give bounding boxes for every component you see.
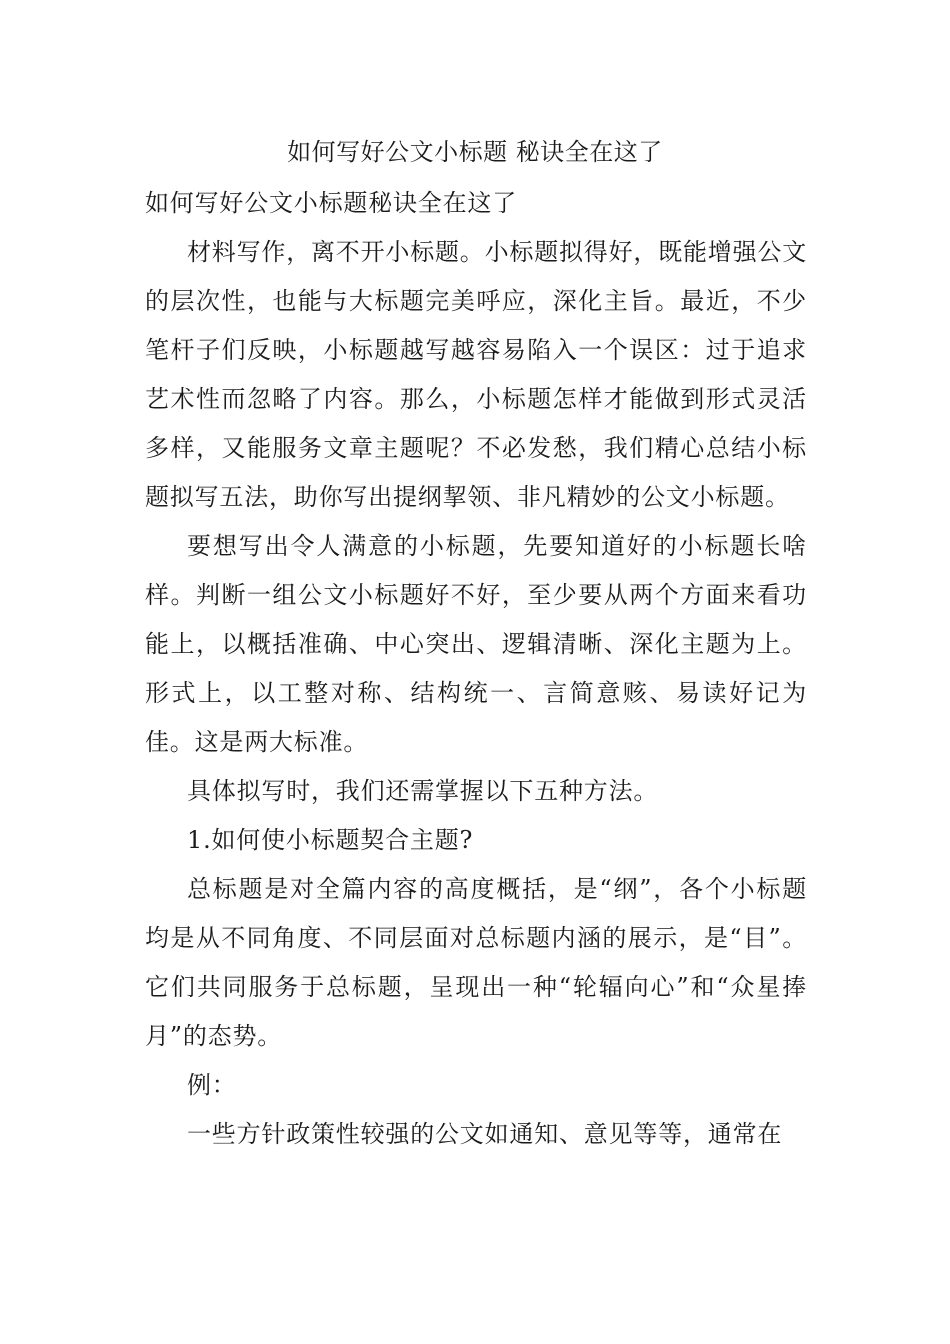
paragraph-standards: 要想写出令人满意的小标题，先要知道好的小标题长啥样。判断一组公文小标题好不好，至少要从两个方面来看功能上，以概括准确、中心突出、逻辑清晰、深化主题为上。形式上，以工整对称、结构统一、言简意赅、易读好记为佳。这是两大标准。 [145,532,807,756]
document-title: 如何写好公文小标题 秘诀全在这了 [287,138,663,166]
document-body [145,179,807,1159]
paragraph-outline: 总标题是对全篇内容的高度概括，是“纲”，各个小标题均是从不同角度、不同层面对总标题内涵的展示，是“目”。它们共同服务于总标题，呈现出一种“轮辐向心”和“众星捧月”的态势。 [145,875,807,1050]
paragraph-heading-1: 1.如何使小标题契合主题? [187,826,474,854]
paragraph-example-label: 例： [187,1071,237,1099]
paragraph-methods: 具体拟写时，我们还需掌握以下五种方法。 [187,777,659,805]
paragraph-intro: 材料写作，离不开小标题。小标题拟得好，既能增强公文的层次性，也能与大标题完美呼应，深化主旨。最近，不少笔杆子们反映，小标题越写越容易陷入一个误区：过于追求艺术性而忽略了内容。那么，小标题怎样才能做到形式灵活多样，又能服务文章主题呢？不必发愁，我们精心总结小标题拟写五法，助你写出提纲挈领、非凡精妙的公文小标题。 [145,238,807,511]
paragraph-example: 一些方针政策性较强的公文如通知、意见等等，通常在 [187,1120,783,1148]
paragraph-subtitle: 如何写好公文小标题秘诀全在这了 [145,189,517,217]
